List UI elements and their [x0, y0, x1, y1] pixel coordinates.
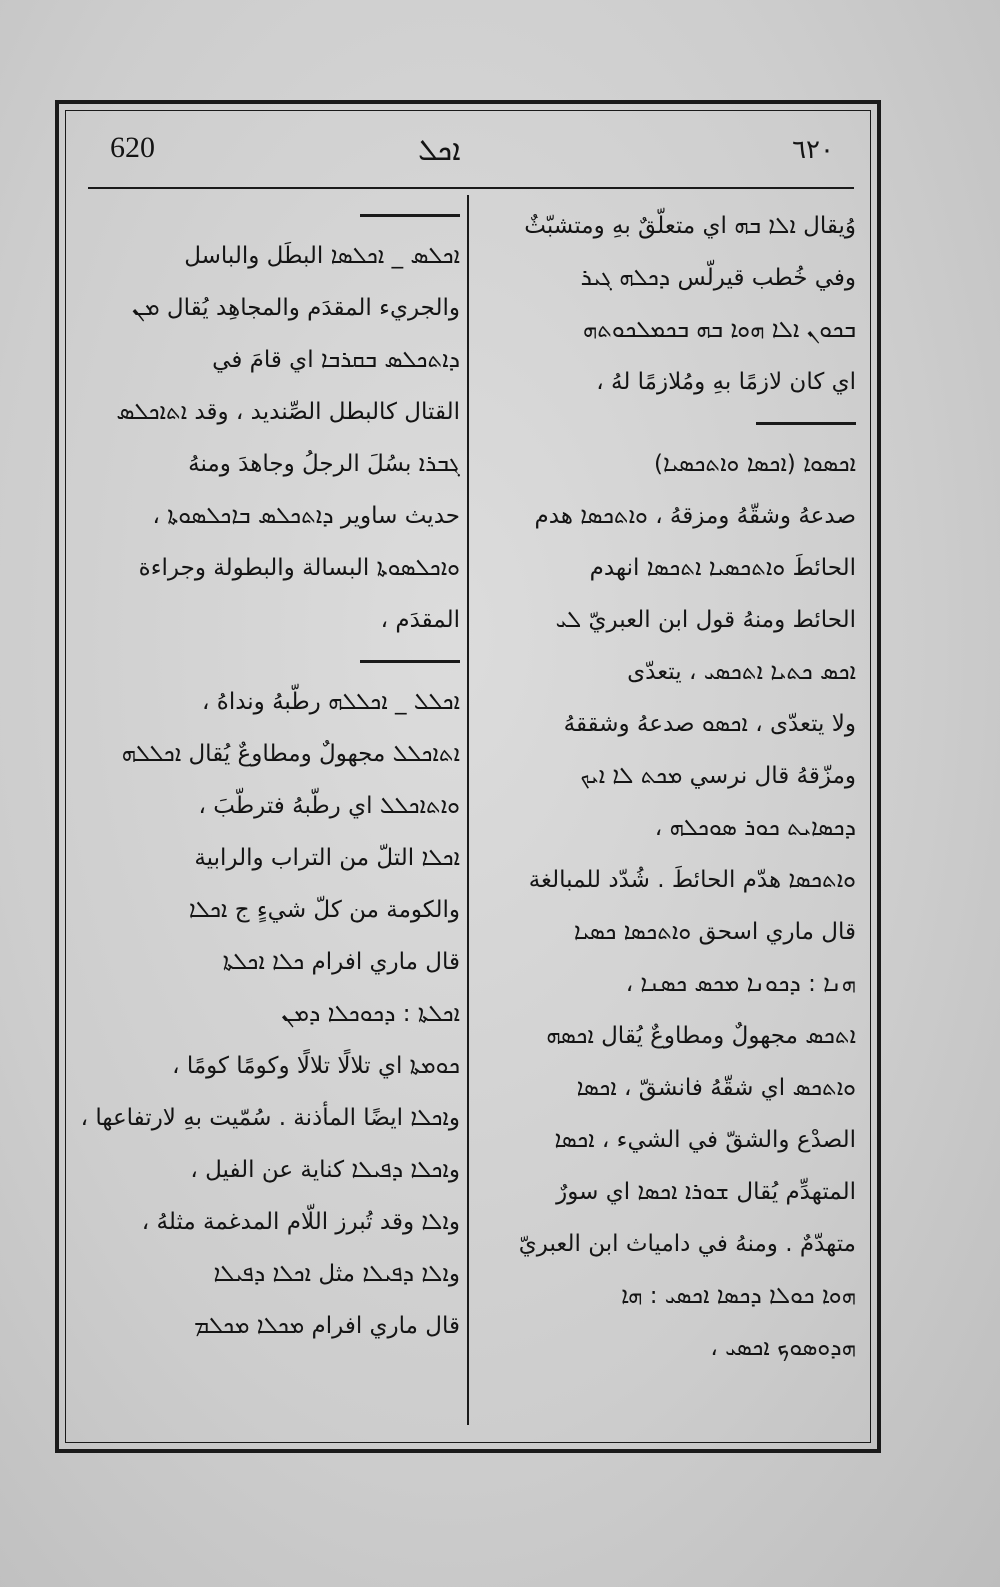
right-column	[478, 200, 856, 1374]
page-number-arabic: ٦٢٠	[792, 135, 834, 165]
page-header	[88, 125, 854, 173]
text-line: صدعهُ وشقّهُ ومزقهُ ، ܘܐܬܟܣܐ هدم	[534, 503, 856, 529]
text-line: قال ماري افرام ܟܠܐ ܐܟܠܬܐ	[222, 949, 460, 975]
entry-headword-line: ܐܟܣܘܐ (ܐܟܣܐ ܘܐܬܟܣܝܐ)	[653, 451, 856, 477]
text-line: ܟܘܡܬܐ اي تلالًا تلالًا وكومًا كومًا ،	[172, 1053, 460, 1079]
text-line: وفي خُطب قيرلّس ܕܟܠܗ ܓܝܪ	[580, 265, 856, 291]
text-line: الصدْع والشقّ في الشيء ، ܐܟܣܐ	[554, 1127, 856, 1153]
text-line: وُيقال ܐܠܐ ܒܗ اي متعلّقٌ بهِ ومتشبّثٌ	[524, 213, 856, 239]
text-line: المتهدِّم يُقال ܫܘܪܐ ܐܟܣܐ اي سورٌ	[556, 1179, 856, 1205]
column-divider	[467, 195, 469, 1425]
text-line: حديث ساوير ܕܐܬܟܠܣ ܒܐܟܠܣܘܬܐ ،	[152, 503, 460, 529]
text-line: وܐܟܠܐ ܕܦܝܠܐ كناية عن الفيل ،	[190, 1157, 460, 1183]
text-line: متهدّمٌ . ومنهُ في دامياث ابن العبريّ	[518, 1231, 856, 1257]
text-line: ܘܐܬܟܣܐ هدّم الحائطَ . شُدّد للمبالغة	[528, 867, 856, 893]
running-headword: ܐܟܠ	[418, 133, 461, 168]
text-line: والكومة من كلّ شيءٍ ج ܐܟܠܐ	[188, 897, 460, 923]
text-line: قال ماري افرام ܡܟܠܐ ܡܟܠܡ	[194, 1313, 460, 1339]
text-line: اي كان لازمًا بهِ ومُلازمًا لهُ ،	[596, 369, 856, 395]
text-line: الحائط ومنهُ قول ابن العبريّ ܠܝ	[555, 607, 856, 633]
text-line: ܕܟܣܐܝܬ ܟܘܪ ܣܘܟܠܗ ،	[654, 815, 856, 841]
text-line: ܕܐܬܟܠܣ ܒܩܪܒܐ اي قامَ في	[212, 347, 460, 373]
text-line: ܘܐܟܠܣܘܬܐ البسالة والبطولة وجراءة	[138, 555, 460, 581]
text-line: ܗܢܐ : ܕܟܘܢܐ ܡܟܣ ܟܣܢܐ ،	[625, 971, 856, 997]
entry-separator	[72, 200, 460, 230]
entry-headword-line: ܐܟܠܠ _ ܐܟܠܠܗ رطّبهُ ونداهُ ،	[202, 689, 460, 715]
entry-separator	[478, 408, 856, 438]
text-line: ܒܟܘܢ ܐܠܐ ܗܘܐ ܒܗ ܒܟܡܠܟܘܬܗ	[582, 317, 856, 343]
text-line: وܐܠܐ ܕܦܝܠܐ مثل ܐܟܠܐ ܕܦܝܠܐ	[213, 1261, 460, 1287]
entry-headword-line: ܐܟܠܣ _ ܐܟܠܣܐ البطَل والباسل	[184, 243, 460, 269]
text-line: قال ماري اسحق ܘܐܬܟܣܐ ܟܣܝܐ	[573, 919, 856, 945]
text-line: ܗܕܘܣܘܟ ܐܟܣܝ ،	[710, 1335, 856, 1361]
text-line: القتال كالبطل الصِّنديد ، وقد ܐܬܐܟܠܣ	[116, 399, 460, 425]
text-line: ܓܒܪܐ بسُلَ الرجلُ وجاهدَ ومنهُ	[188, 451, 460, 477]
text-line: ܐܬܐܟܠܠ مجهولٌ ومطاوعٌ يُقال ܐܟܠܠܗ	[121, 741, 460, 767]
text-line: ܘܐܬܟܣ اي شقّهُ فانشقّ ، ܐܟܣܐ	[576, 1075, 856, 1101]
text-line: ܐܟܠܬܐ : ܕܟܘܟܠܐ ܕܡܢ	[281, 1001, 460, 1027]
entry-separator	[72, 646, 460, 676]
text-line: ܐܟܣ ܟܬܝܐ ܐܬܟܣܝ ، يتعدّى	[627, 659, 856, 685]
page-number-latin: 620	[110, 131, 155, 164]
left-column	[72, 200, 460, 1352]
text-line: والجريء المقدَم والمجاهِد يُقال ܡܢ	[132, 295, 460, 321]
text-line: ܐܬܟܣ مجهولٌ ومطاوعٌ يُقال ܐܟܣܗ	[546, 1023, 856, 1049]
text-line: ܗܘܐ ܟܘܠܐ ܕܟܣܐ ܐܟܣܝ : ܗܐ	[621, 1283, 856, 1309]
text-line: الحائطَ ܘܐܬܟܣܝܐ ܐܬܟܣܐ انهدم	[589, 555, 856, 581]
text-line: المقدَم ،	[380, 607, 460, 633]
text-line: ولا يتعدّى ، ܐܟܣܘ صدعهُ وشققهُ	[563, 711, 856, 737]
text-line: ܘܐܬܐܟܠܠ اي رطّبهُ فترطّبَ ،	[198, 793, 460, 819]
text-line: ومزّقهُ قال نرسي ܡܟܬ ܠܐ ܐܝܟ	[580, 763, 856, 789]
text-line: وܐܠܐ وقد تُبرز اللّام المدغمة مثلهُ ،	[141, 1209, 460, 1235]
header-rule	[88, 187, 854, 189]
text-line: ܐܟܠܐ التلّ من التراب والرابية	[194, 845, 460, 871]
text-line: وܐܟܠܐ ايضًا المأذنة . سُمّيت بهِ لارتفاعها ،	[80, 1105, 460, 1131]
